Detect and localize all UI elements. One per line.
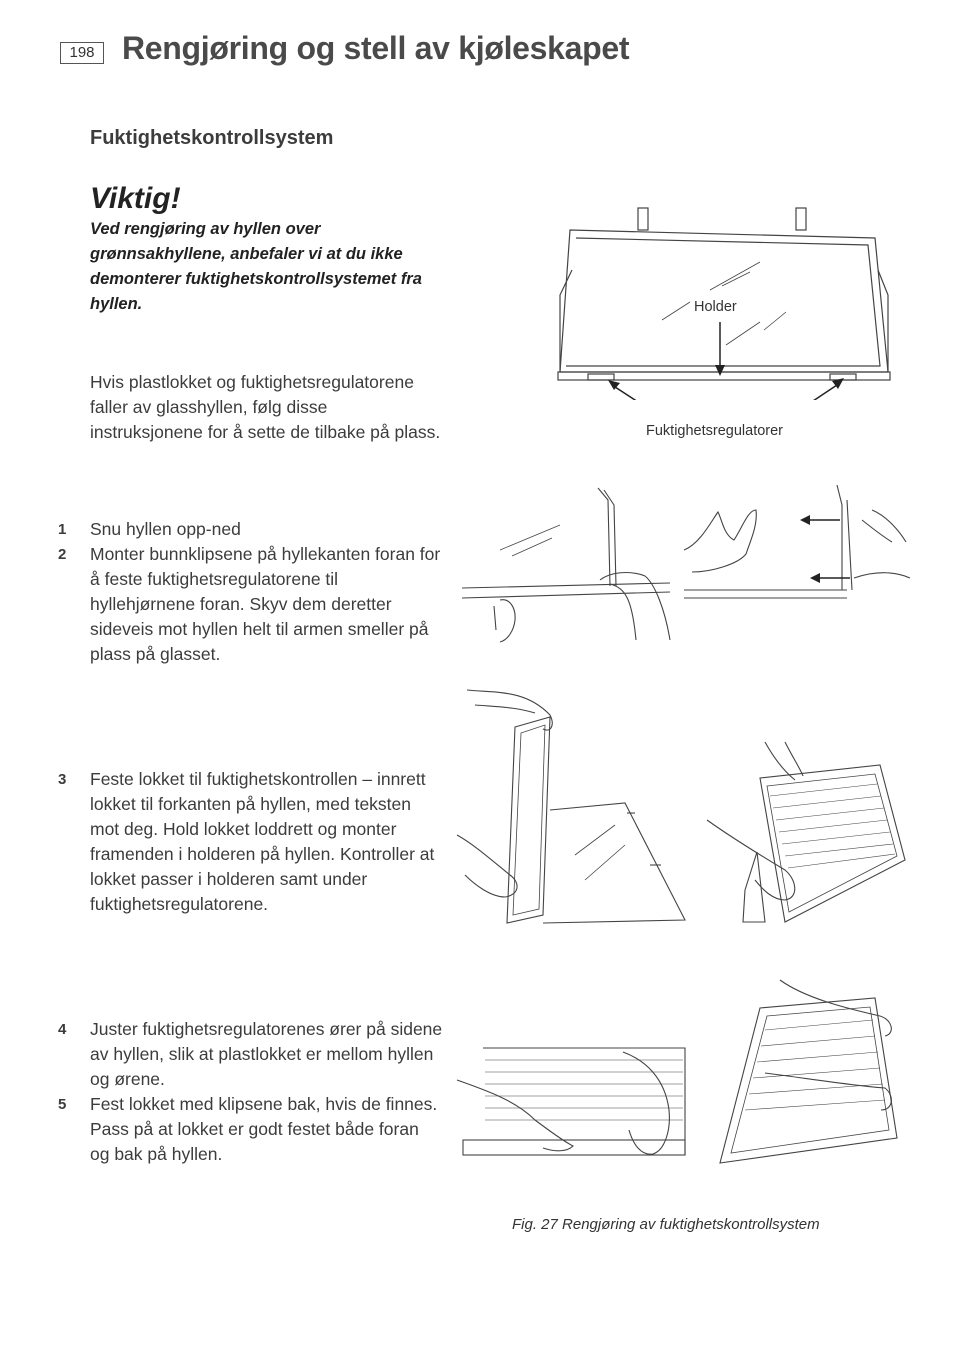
step-number: 2 bbox=[58, 546, 67, 563]
section-heading: Fuktighetskontrollsystem bbox=[90, 127, 334, 149]
important-text: Ved rengjøring av hyllen over grønnsakhyllene, anbefaler vi at du ikke demonterer fuktighetskontrollsystemet fra hyllen. bbox=[90, 220, 422, 313]
step-2-illustration-left bbox=[460, 480, 675, 645]
step-number: 3 bbox=[58, 771, 67, 788]
step-3-illustration-left bbox=[455, 685, 695, 935]
step-text: Fest lokket med klipsene bak, hvis de finnes. Pass på at lokket er godt festet både foran og bak på hyllen. bbox=[90, 1094, 438, 1164]
step-4-illustration-left bbox=[455, 1040, 690, 1165]
step-4 bbox=[58, 1017, 443, 1092]
step-3-illustration-right bbox=[705, 740, 915, 930]
step-number: 4 bbox=[58, 1021, 67, 1038]
figure-caption: Fig. 27 Rengjøring av fuktighetskontrollsystem bbox=[512, 1216, 820, 1233]
step-2-illustration-right bbox=[682, 480, 912, 610]
step-number: 1 bbox=[58, 521, 67, 538]
important-title: Viktig! bbox=[90, 182, 181, 215]
intro-paragraph: Hvis plastlokket og fuktighetsregulatorene faller av glasshyllen, følg disse instruksjonene for å sette de tilbake på plass. bbox=[90, 372, 441, 442]
step-2 bbox=[58, 542, 443, 667]
step-text: Juster fuktighetsregulatorenes ører på sidene av hyllen, slik at plastlokket er mellom hyllen og ørene. bbox=[90, 1019, 443, 1089]
regulators-label: Fuktighetsregulatorer bbox=[646, 423, 784, 439]
step-1 bbox=[58, 517, 443, 542]
step-text: Snu hyllen opp-ned bbox=[90, 519, 241, 539]
step-text: Monter bunnklipsene på hyllekanten foran for å feste fuktighetsregulatorene til hyllehjørnene foran. Skyv dem deretter sideveis mot hyllen helt til armen smeller på plass på glasset. bbox=[90, 544, 441, 664]
step-4-illustration-right bbox=[705, 978, 905, 1173]
step-text: Feste lokket til fuktighetskontrollen – innrett lokket til forkanten på hyllen, med teksten mot deg. Hold lokket loddrett og monter framenden i holderen på hyllen. Kontroller at lokket passer i holderen samt under fuktighetsregulatorene. bbox=[90, 769, 435, 914]
page-number: 198 bbox=[60, 42, 104, 64]
holder-label: Holder bbox=[694, 299, 737, 315]
page-title: Rengjøring og stell av kjøleskapet bbox=[122, 30, 630, 66]
step-number: 5 bbox=[58, 1096, 67, 1113]
step-3 bbox=[58, 767, 443, 917]
step-5 bbox=[58, 1092, 443, 1167]
